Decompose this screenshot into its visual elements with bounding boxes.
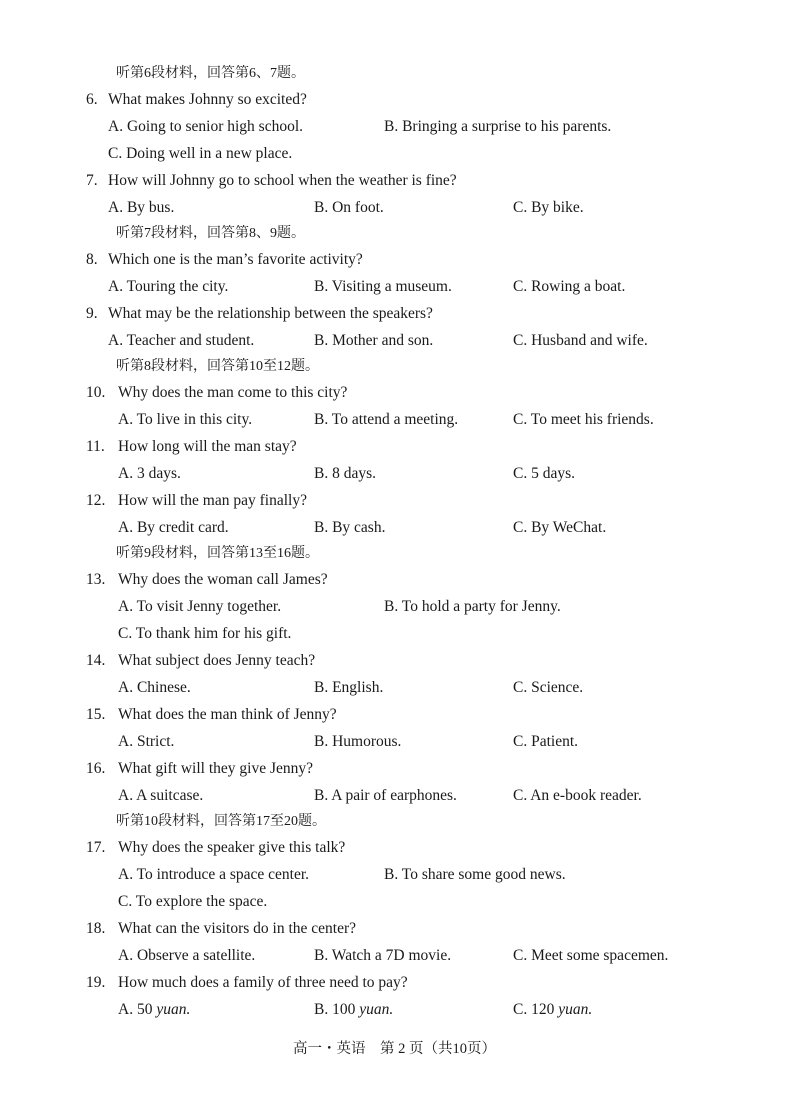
option-c: C. Science. (513, 679, 584, 696)
question-number: 11. (86, 438, 105, 455)
question-text: How will the man pay finally? (118, 492, 307, 509)
option-c: C. To explore the space. (118, 893, 268, 910)
question-number: 19. (86, 974, 106, 991)
question-number: 9. (86, 305, 98, 322)
currency-unit: yuan. (558, 1001, 593, 1018)
option-c: C. Patient. (513, 733, 579, 750)
option-a: A. Touring the city. (108, 278, 229, 295)
question-text: How much does a family of three need to pay? (118, 974, 408, 991)
option-c: C. By WeChat. (513, 519, 607, 536)
section-instruction: 听第10段材料，回答第17至20题。 (116, 814, 326, 829)
option-c: C. Meet some spacemen. (513, 947, 669, 964)
question-number: 12. (86, 492, 106, 509)
option-b: B. Mother and son. (314, 332, 434, 349)
option-a: A. Strict. (118, 733, 175, 750)
question-number: 18. (86, 920, 106, 937)
question-text: What may be the relationship between the speakers? (108, 305, 433, 322)
section-instruction: 听第9段材料，回答第13至16题。 (116, 546, 319, 561)
option-c: C. 120 yuan. (513, 1001, 593, 1018)
question-number: 15. (86, 706, 106, 723)
option-a: A. Teacher and student. (108, 332, 255, 349)
option-a: A. Going to senior high school. (108, 118, 304, 135)
option-b: B. Humorous. (314, 733, 402, 750)
option-c: C. 5 days. (513, 465, 575, 482)
question-text: What gift will they give Jenny? (118, 760, 313, 777)
option-b: B. 8 days. (314, 465, 376, 482)
question-text: How will Johnny go to school when the weather is fine? (108, 172, 457, 189)
currency-unit: yuan. (359, 1001, 394, 1018)
question-text: How long will the man stay? (118, 438, 297, 455)
option-c: C. To thank him for his gift. (118, 625, 292, 642)
option-b: B. Visiting a museum. (314, 278, 452, 295)
section-instruction: 听第6段材料，回答第6、7题。 (116, 66, 305, 81)
option-b: B. 100 yuan. (314, 1001, 394, 1018)
question-number: 8. (86, 251, 98, 268)
option-c: C. By bike. (513, 199, 584, 216)
question-number: 6. (86, 91, 98, 108)
option-b: B. To hold a party for Jenny. (384, 598, 561, 615)
option-c: C. Doing well in a new place. (108, 145, 293, 162)
option-b: B. To share some good news. (384, 866, 566, 883)
option-a: A. A suitcase. (118, 787, 204, 804)
question-text: What subject does Jenny teach? (118, 652, 316, 669)
option-b: B. English. (314, 679, 384, 696)
option-a: A. 3 days. (118, 465, 181, 482)
question-number: 17. (86, 839, 106, 856)
question-text: Why does the woman call James? (118, 571, 328, 588)
page-footer: 高一・英语 第 2 页（共10页） (293, 1041, 496, 1057)
question-text: Which one is the man’s favorite activity? (108, 251, 363, 268)
option-a: A. Observe a satellite. (118, 947, 256, 964)
option-c: C. Rowing a boat. (513, 278, 626, 295)
option-a: A. To visit Jenny together. (118, 598, 282, 615)
question-text: What makes Johnny so excited? (108, 91, 307, 108)
question-text: What does the man think of Jenny? (118, 706, 337, 723)
option-b: B. On foot. (314, 199, 384, 216)
section-instruction: 听第7段材料，回答第8、9题。 (116, 226, 305, 241)
option-c: C. An e-book reader. (513, 787, 642, 804)
option-b: B. Bringing a surprise to his parents. (384, 118, 612, 135)
option-b: B. To attend a meeting. (314, 411, 459, 428)
question-text: Why does the speaker give this talk? (118, 839, 346, 856)
option-a: A. To live in this city. (118, 411, 253, 428)
option-c: C. To meet his friends. (513, 411, 654, 428)
question-text: Why does the man come to this city? (118, 384, 348, 401)
option-b: B. By cash. (314, 519, 386, 536)
question-number: 16. (86, 760, 106, 777)
option-b: B. Watch a 7D movie. (314, 947, 452, 964)
question-number: 13. (86, 571, 106, 588)
option-a: A. By credit card. (118, 519, 229, 536)
currency-unit: yuan. (156, 1001, 191, 1018)
option-c: C. Husband and wife. (513, 332, 648, 349)
option-a: A. 50 yuan. (118, 1001, 191, 1018)
option-a: A. By bus. (108, 199, 175, 216)
question-number: 7. (86, 172, 98, 189)
option-a: A. To introduce a space center. (118, 866, 310, 883)
question-number: 10. (86, 384, 106, 401)
option-b: B. A pair of earphones. (314, 787, 457, 804)
option-a: A. Chinese. (118, 679, 191, 696)
section-instruction: 听第8段材料，回答第10至12题。 (116, 359, 319, 374)
question-number: 14. (86, 652, 106, 669)
question-text: What can the visitors do in the center? (118, 920, 357, 937)
